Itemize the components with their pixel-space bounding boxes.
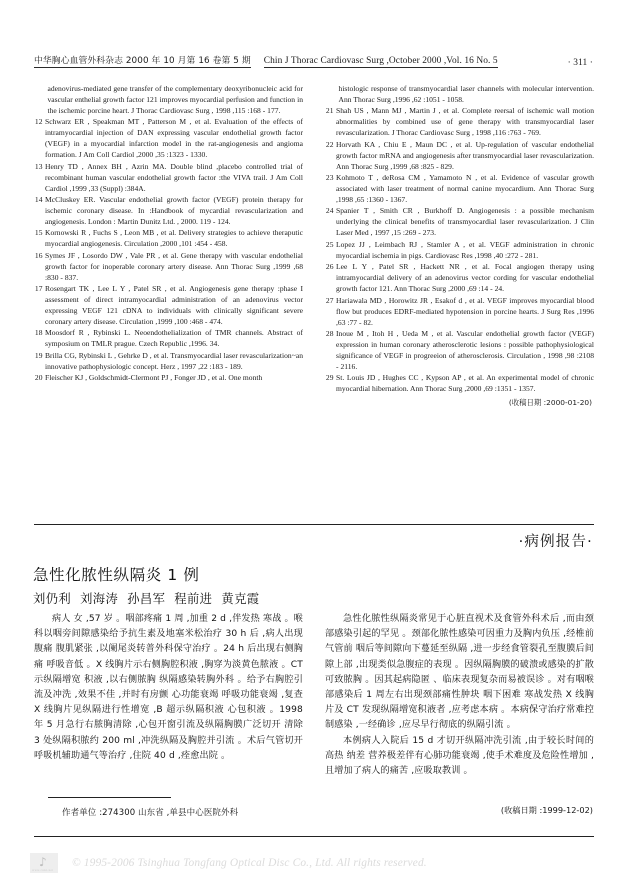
references-section [34,84,594,408]
reference-text: Brilla CG, Rybinski L , Gehrke D , et al. Transmyocardial laser revascularization~an innovative pathophysiologic concept. Herz , 1997 ,22 :183 - 189. [45,350,303,371]
reference-number: 13 [34,161,43,171]
reference-number: 12 [34,117,43,127]
reference-text: McCluskey ER. Vascular endothelial growth factor (VEGF) protein therapy for ischemic coronary disease. In :Handbook of mycardial revascularization and angiogenesis. London : Martin Dunitz Ltd. , 2000. 119 - 124. [45,195,303,226]
case-report-body [34,612,594,779]
reference-number: 21 [325,106,334,116]
reference-number: 19 [34,350,43,360]
received-date-references: (收稿日期 :2000-01-20) [508,398,592,408]
reference-entry [34,328,303,350]
reference-text: Moosdorf R , Rybinski L. Neoendothelialization of TMR channels. Abstract of symposium on TMLR prague. Czech Republic ,1996. 34. [45,328,303,349]
reference-text: Schwarz ER , Speakman MT , Patterson M , et al. Evaluation of the effects of intramyocardial injection of DAN expressing vascular endothelial growth factor (VEGF) in a myocardial infarction model in the rat-angiogenesis and angioma formation. J Am Coll Cardiol ,2000 ,35 :1323 - 1330. [45,117,303,160]
reference-number: 27 [325,295,334,305]
reference-text: Lopez JJ , Leimbach RJ , Stamler A , et al. VEGF administration in chronic myocardial ischemia in pigs. Cardiovasc Res ,1998 ,40 :272 - 281. [336,239,594,260]
body-paragraph: 本例病人入院后 15 d 才切开纵隔冲洗引流 ,由于较长时间的高热 纳差 营养极差伴有心肺功能衰竭 ,使手术难度及危险性增加 ,且增加了病人的痛苦 ,应吸取教训 。 [325,735,594,777]
reference-text: Rosengart TK , Lee L Y , Patel SR , et al. Angiogenesis gene therapy :phase I assessment of direct intramyocardial administration of an adenovirus vector expressing VEGF 121 cDNA to individuals with clinically significant severe coronary artery disease. Circulation ,1999 ,100 :468 - 474. [45,284,303,327]
reference-text: Spanier T , Smith CR , Burkhoff D. Angiogenesis : a possible mechanism underlying the clinical benefits of transmyocardial laser revascularization. J Clin Laser Med , 1997 ,15 :269 - 273. [336,206,594,238]
reference-entry [325,206,594,239]
reference-number: 15 [34,228,43,238]
reference-number: 25 [325,239,334,249]
reference-text: Shah US , Mann MJ , Martin J , et al. Complete reersal of ischemic wall motion abnormalities by combined use of gene therapy with transmyocardial laser revascularization. J Thorac Cardiovasc Surg , 1998 ,116 :763 - 769. [336,106,594,138]
page-number: · 311 · [567,58,593,68]
divider-rule-bottom [34,836,594,837]
reference-text: adenovirus-mediated gene transfer of the complementary deoxyribonucleic acid for vascular enthelial growth factor 121 improves myocardial perfusion and function in the ischemic porcine heart. J Thorac Cardiovasc Surg , 1998 ,115 :168 - 177. [47,84,303,115]
reference-text: Lee L Y , Patel SR , Hackett NR , et al. Focal angiogen therapy using intramyocardial delivery of an adenovirus vector cording for vascular endothelial growth factor 121. Ann Thorac Surg ,2000 ,69 :14 - 24. [336,262,594,294]
reference-number: 29 [325,373,334,383]
reference-text: Horvath KA , Chiu E , Maun DC , et al. Up-regulation of vascular endothelial growth factor mRNA and angiogenesis after transmyocardial laser revascularization. Ann Thorac Surg ,1999 ,68 :825 - 829. [336,139,594,171]
footer-watermark [30,853,623,873]
affiliation-rule [48,797,171,798]
reference-entry [34,351,303,373]
reference-number: 26 [325,262,334,272]
reference-text: Inoue M , Itoh H , Ueda M , et al. Vascular endothelial growth factor (VEGF) expression in human coronary atherosclerotic lesions : possible pathophysiological significance of VEGF in progreeion of atherosclerosis. Circulation , 1998 ,98 :2108 - 2116. [336,328,594,371]
body-paragraph: 病人 女 ,57 岁 。咽部疼痛 1 周 ,加重 2 d ,伴发热 寒战 。喉科以咽旁间隙感染给予抗生素及地塞米松治疗 30 h 后 ,病人出现腹痛 腹肌紧张 ,以阑尾炎转普外科保守治疗 。24 h 后出现右侧胸痛 呼吸音低 。X 线胸片示右侧胸腔积液 ,胸穿为淡黄色脓液 。CT 示纵隔增宽 积液 ,以右侧脓胸 纵隔感染转胸外科 。给予右胸腔引流及冲洗 ,效果不佳 ,并时有房颤 心功能衰竭 呼吸功能衰竭 ,复查 X 线胸片见纵隔进行性增宽 ,B 超示纵隔积液 心包积液 。1998 年 5 月急行右脓胸清除 ,心包开窗引流及纵隔胸膜广泛切开 清除 3 处纵隔积脓约 200 ml ,冲洗纵隔及胸腔并引流 。术后气管切开 呼吸机辅助通气等治疗 ,住院 40 d ,痊愈出院 。 [34,614,303,761]
reference-entry [325,262,594,295]
reference-text: St. Louis JD , Hughes CC , Kypson AP , et al. An experimental model of chronic myocardial hibernation. Ann Thorac Surg ,2000 ,69 :1351 - 1357. [336,373,594,394]
reference-number: 23 [325,173,334,183]
reference-number: 14 [34,195,43,205]
reference-number: 20 [34,373,43,383]
reference-text: Kornowski R , Fuchs S , Leon MB , et al. Delivery strategies to achieve theraputic myocardial angiogenesis. Circulation ,2000 ,101 :454 - 458. [45,228,303,249]
reference-entry [325,329,594,373]
running-head-chinese: 中华胸心血管外科杂志 2000 年 10 月第 16 卷第 5 期 [34,53,251,68]
reference-entry [339,84,595,106]
reference-text: Hariawala MD , Horowitz JR , Esakof d , et al. VEGF improves myocardial blood flow but produces EDRF-mediated hypotension in porcine hearts. J Surg Res ,1996 ,63 :77 - 82. [336,295,594,327]
reference-text: histologic response of transmyocardial laser channels with molecular intervention. Ann Thorac Surg ,1996 ,62 :1051 - 1058. [338,84,594,104]
article-title: 急性化脓性纵隔炎 1 例 [33,566,200,584]
reference-entry [325,140,594,173]
reference-entry [325,373,594,395]
reference-text: Symes JF , Losordo DW , Vale PR , et al. Gene therapy with vascular endothelial growth factor for inoperable coronary artery disease. Ann Thorac Surg ,1999 ,68 :830 - 837. [45,250,303,282]
reference-number: 16 [34,250,43,260]
running-head [34,50,597,68]
reference-entry [34,251,303,284]
author-name: 刘仍利 [33,592,72,606]
author-name: 黄克霞 [221,592,260,606]
logo-swirl-glyph: ♪ [39,855,47,869]
body-left-column [34,612,303,779]
received-date-case-report: (收稿日期 :1999-12-02) [500,805,593,815]
divider-rule-top [34,524,594,525]
reference-text: Henry TD , Annex BH , Azrin MA. Double blind ,placebo controlled trial of recombinant human vascular endothelial growth factor :the VIVA trail. J Am Coll Cardiol ,1999 ,33 (Suppl) :384A. [45,161,303,193]
reference-entry [34,162,303,195]
reference-number: 28 [325,328,334,338]
reference-entry [34,117,303,161]
author-name: 刘海涛 [80,592,119,606]
article-authors [33,589,268,607]
author-name: 程前进 [174,592,213,606]
reference-entry [34,195,303,228]
section-banner: ·病例报告· [518,534,593,550]
reference-entry [48,84,304,117]
reference-number: 18 [34,328,43,338]
body-paragraph: 急性化脓性纵隔炎常见于心脏直视术及食管外科术后 ,而由颈部感染引起的罕见 。颈部化脓性感染可因重力及胸内负压 ,经椎前 气管前 咽后等间隙向下蔓延至纵隔 ,进一步经食管裂孔至腹膜后间隙上部 ,出现类似急腹症的表现 。因纵隔胸膜的破溃或感染的扩散可致脓胸 。因其起病隐匿 、临床表现复杂而易被误诊 。对有咽喉部感染后 1 周左右出现颈部痛性肿块 咽下困难 寒战发热 X 线胸片及 CT 发现纵隔增宽积液者 ,应考虑本病 。本病保守治疗常难控制感染 ,一经确诊 ,应尽早行彻底的纵隔引流 。 [325,614,594,731]
logo-subtext: www.cnki.net [32,868,54,872]
reference-entry [325,106,594,139]
reference-entry [34,228,303,250]
reference-entry [325,296,594,329]
reference-number: 22 [325,139,334,149]
reference-entry [325,173,594,206]
copyright-text: © 1995-2006 Tsinghua Tongfang Optical Disc Co., Ltd. All rights reserved. [72,857,427,869]
running-head-english: Chin J Thorac Cardiovasc Surg ,October 2000 ,Vol. 16 No. 5 [263,56,498,66]
reference-text: Fleischer KJ , Goldschmidt-Clermont PJ , Fonger JD , et al. One month [45,373,263,383]
reference-number: 24 [325,206,334,216]
publisher-logo-icon [30,853,58,873]
references-right-column [325,84,594,408]
reference-entry [34,284,303,328]
author-name: 孙昌军 [127,592,166,606]
reference-text: Kohmoto T , deRosa CM , Yamamoto N , et al. Evidence of vascular growth associated with laser treatment of normal canine myocardium. Ann Thorac Surg ,1998 ,65 :1360 - 1367. [336,173,594,205]
references-left-column [34,84,303,408]
body-right-column [325,612,594,779]
reference-number: 17 [34,284,43,294]
author-affiliation: 作者单位 :274300 山东省 ,单县中心医院外科 [62,808,239,818]
reference-entry [325,240,594,262]
reference-entry [34,373,303,384]
